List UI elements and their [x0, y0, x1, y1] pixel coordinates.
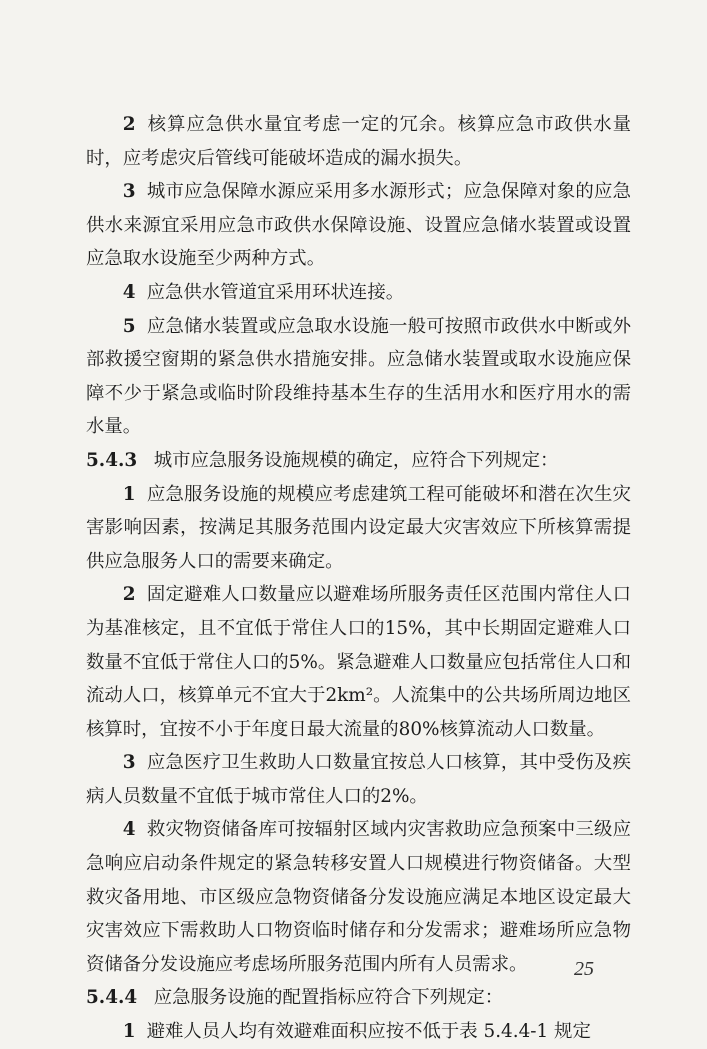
clause-heading: 5.4.3 城市应急服务设施规模的确定，应符合下列规定： — [86, 449, 559, 471]
list-item: 1 避难人员人均有效避难面积应按不低于表 5.4.4-1 规定 — [122, 1021, 591, 1043]
document-body — [86, 108, 631, 1049]
list-item: 3 应急医疗卫生救助人口数量宜按总人口核算，其中受伤及疾病人员数量不宜低于城市常住人口的2%。 — [86, 752, 631, 807]
list-item: 3 城市应急保障水源应采用多水源形式；应急保障对象的应急供水来源宜采用应急市政供水保障设施、设置应急储水装置或设置应急取水设施至少两种方式。 — [86, 181, 631, 270]
list-item: 4 应急供水管道宜采用环状连接。 — [122, 281, 405, 303]
clause-heading: 5.4.4 应急服务设施的配置指标应符合下列规定： — [86, 987, 504, 1009]
list-item: 4 救灾物资储备库可按辐射区域内灾害救助应急预案中三级应急响应启动条件规定的紧急转移安置人口规模进行物资储备。大型救灾备用地、市区级应急物资储备分发设施应满足本地区设定最大灾害效应下需救助人口物资临时储存和分发需求；避难场所应急物资储备分发设施应考虑场所服务范围内所有人员需求。 — [86, 819, 631, 975]
list-item: 5 应急储水装置或应急取水设施一般可按照市政供水中断或外部救援空窗期的紧急供水措施安排。应急储水装置或取水设施应保障不少于紧急或临时阶段维持基本生存的生活用水和医疗用水的需水量。 — [86, 315, 631, 438]
list-item: 1 应急服务设施的规模应考虑建筑工程可能破坏和潜在次生灾害影响因素，按满足其服务范围内设定最大灾害效应下所核算需提供应急服务人口的需要来确定。 — [86, 483, 631, 572]
list-item: 2 固定避难人口数量应以避难场所服务责任区范围内常住人口为基准核定，且不宜低于常住人口的15%，其中长期固定避难人口数量不宜低于常住人口的5%。紧急避难人口数量应包括常住人口和流动人口，核算单元不宜大于2km²。人流集中的公共场所周边地区核算时，宜按不小于年度日最大流量的80%核算流动人口数量。 — [86, 584, 631, 740]
page-number: 25 — [574, 958, 594, 980]
list-item: 2 核算应急供水量宜考虑一定的冗余。核算应急市政供水量时，应考虑灾后管线可能破坏造成的漏水损失。 — [86, 114, 631, 169]
